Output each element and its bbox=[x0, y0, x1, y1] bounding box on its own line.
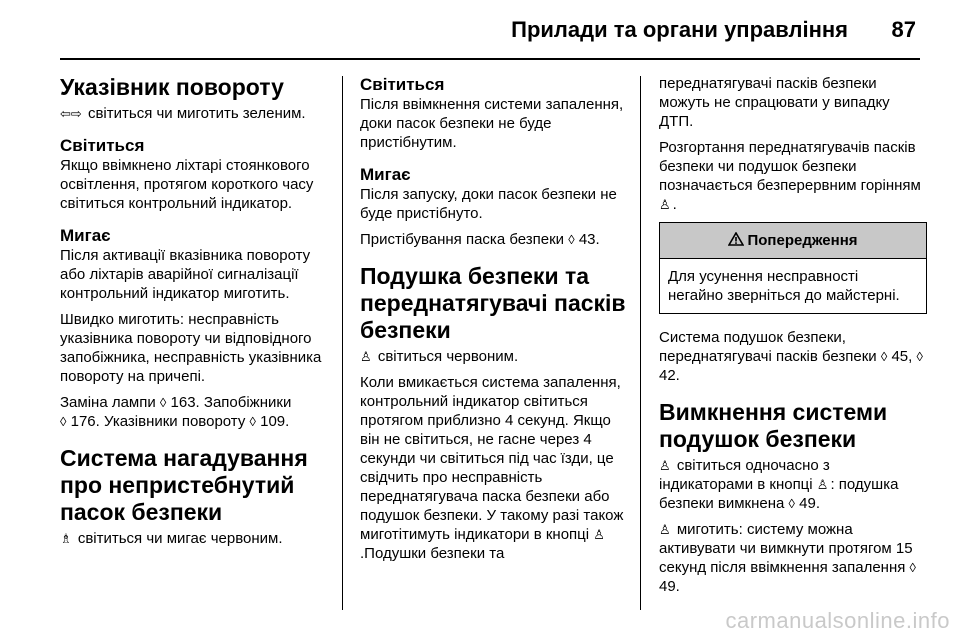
airbag-icon: ♙ bbox=[659, 197, 671, 212]
paragraph-reference: Пристібування паска безпеки ◊ 43. bbox=[360, 231, 600, 248]
paragraph-references: Заміна лампи ◊ 163. Запобіжники ◊ 176. Указівники повороту ◊ 109. bbox=[60, 394, 292, 430]
paragraph: Розгортання переднатягувачів пасків безпеки чи подушок безпеки позначається безперервним горінням ♙ . bbox=[659, 139, 921, 213]
watermark: carmanualsonline.info bbox=[725, 608, 950, 633]
paragraph: переднатягувачі пасків безпеки можуть не спрацювати у випадку ДТП. bbox=[659, 75, 890, 130]
warning-header bbox=[660, 223, 926, 259]
reference-arrow-icon: ◊ bbox=[880, 349, 888, 364]
section-heading-airbag-deactivation: Вимкнення системи подушок безпеки bbox=[659, 399, 888, 452]
section-heading-turn-signal: Указівник повороту bbox=[60, 74, 284, 100]
subheading-lit: Світиться bbox=[60, 136, 145, 155]
paragraph: ⇦⇨ світиться чи миготить зеленим. bbox=[60, 105, 306, 122]
column-1 bbox=[60, 74, 332, 555]
column-2 bbox=[360, 74, 630, 570]
reference-arrow-icon: ◊ bbox=[909, 560, 916, 575]
airbag-off-icon: ♙ bbox=[593, 527, 605, 542]
paragraph: Якщо ввімкнено ліхтарі стоянкового освітлення, протягом короткого часу світиться контрольний індикатор. bbox=[60, 157, 314, 212]
warning-box bbox=[659, 222, 927, 314]
page-number: 87 bbox=[891, 17, 916, 42]
reference-arrow-icon: ◊ bbox=[788, 496, 795, 511]
airbag-off-icon: ♙ bbox=[659, 522, 671, 537]
subheading-flashing: Мигає bbox=[60, 226, 111, 245]
paragraph: ♗ світиться чи мигає червоним. bbox=[60, 530, 283, 547]
warning-title: Попередження bbox=[747, 232, 858, 249]
paragraph: Після ввімкнення системи запалення, доки пасок безпеки не буде пристібнутим. bbox=[360, 96, 624, 151]
reference-arrow-icon: ◊ bbox=[916, 349, 923, 364]
section-heading-airbag: Подушка безпеки та переднатягувачі пасків безпеки bbox=[360, 263, 626, 343]
paragraph: ♙ миготить: систему можна активувати чи вимкнути протягом 15 секунд після ввімкнення запалення ◊ 49. bbox=[659, 521, 916, 595]
seatbelt-icon: ♗ bbox=[60, 531, 72, 546]
subheading-flashing: Мигає bbox=[360, 165, 411, 184]
page-header-title: Прилади та органи управління bbox=[511, 17, 848, 42]
reference-arrow-icon: ◊ bbox=[568, 232, 575, 247]
reference-arrow-icon: ◊ bbox=[60, 414, 67, 429]
reference-arrow-icon: ◊ bbox=[159, 395, 167, 410]
airbag-off-icon: ♙ bbox=[659, 458, 671, 473]
warning-text: Для усунення несправності негайно зверніться до майстерні. bbox=[668, 268, 900, 304]
paragraph: Швидко миготить: несправність указівника повороту чи відповідного запобіжника, несправність указівника повороту на причепі. bbox=[60, 311, 322, 385]
column-3 bbox=[659, 74, 927, 603]
paragraph: Після активації вказівника повороту або ліхтарів аварійної сигналізації контрольний індикатор миготить. bbox=[60, 247, 311, 302]
airbag-icon: ♙ bbox=[360, 349, 372, 364]
turn-signal-icon: ⇦⇨ bbox=[60, 106, 82, 121]
paragraph: ♙ світиться червоним. bbox=[360, 348, 519, 365]
section-heading-seatbelt-reminder: Система нагадування про непристебнутий пасок безпеки bbox=[60, 445, 308, 525]
paragraph: ♙ світиться одночасно з індикаторами в кнопці ♙ : подушка безпеки вимкнена ◊ 49. bbox=[659, 457, 899, 512]
paragraph: Коли вмикається система запалення, контрольний індикатор світиться протягом приблизно 4 секунд. Якщо він не світиться, не гасне через 4 секунди чи світиться під час їзди, це свідчить про несправність переднатягувача паска безпеки або подушок безпеки. У такому разі також миготітимуть індикатори в кнопці ♙.Подушки безпеки та bbox=[360, 374, 624, 562]
paragraph: Після запуску, доки пасок безпеки не буде пристібнуто. bbox=[360, 186, 617, 222]
airbag-off-icon: ♙ bbox=[816, 477, 829, 492]
warning-triangle-icon bbox=[728, 232, 744, 246]
column-divider bbox=[640, 76, 641, 610]
reference-arrow-icon: ◊ bbox=[249, 414, 256, 429]
subheading-lit: Світиться bbox=[360, 75, 445, 94]
column-divider bbox=[342, 76, 343, 610]
header-rule bbox=[60, 58, 920, 60]
paragraph-references: Система подушок безпеки, переднатягувачі пасків безпеки ◊ 45, ◊ 42. bbox=[659, 329, 923, 384]
